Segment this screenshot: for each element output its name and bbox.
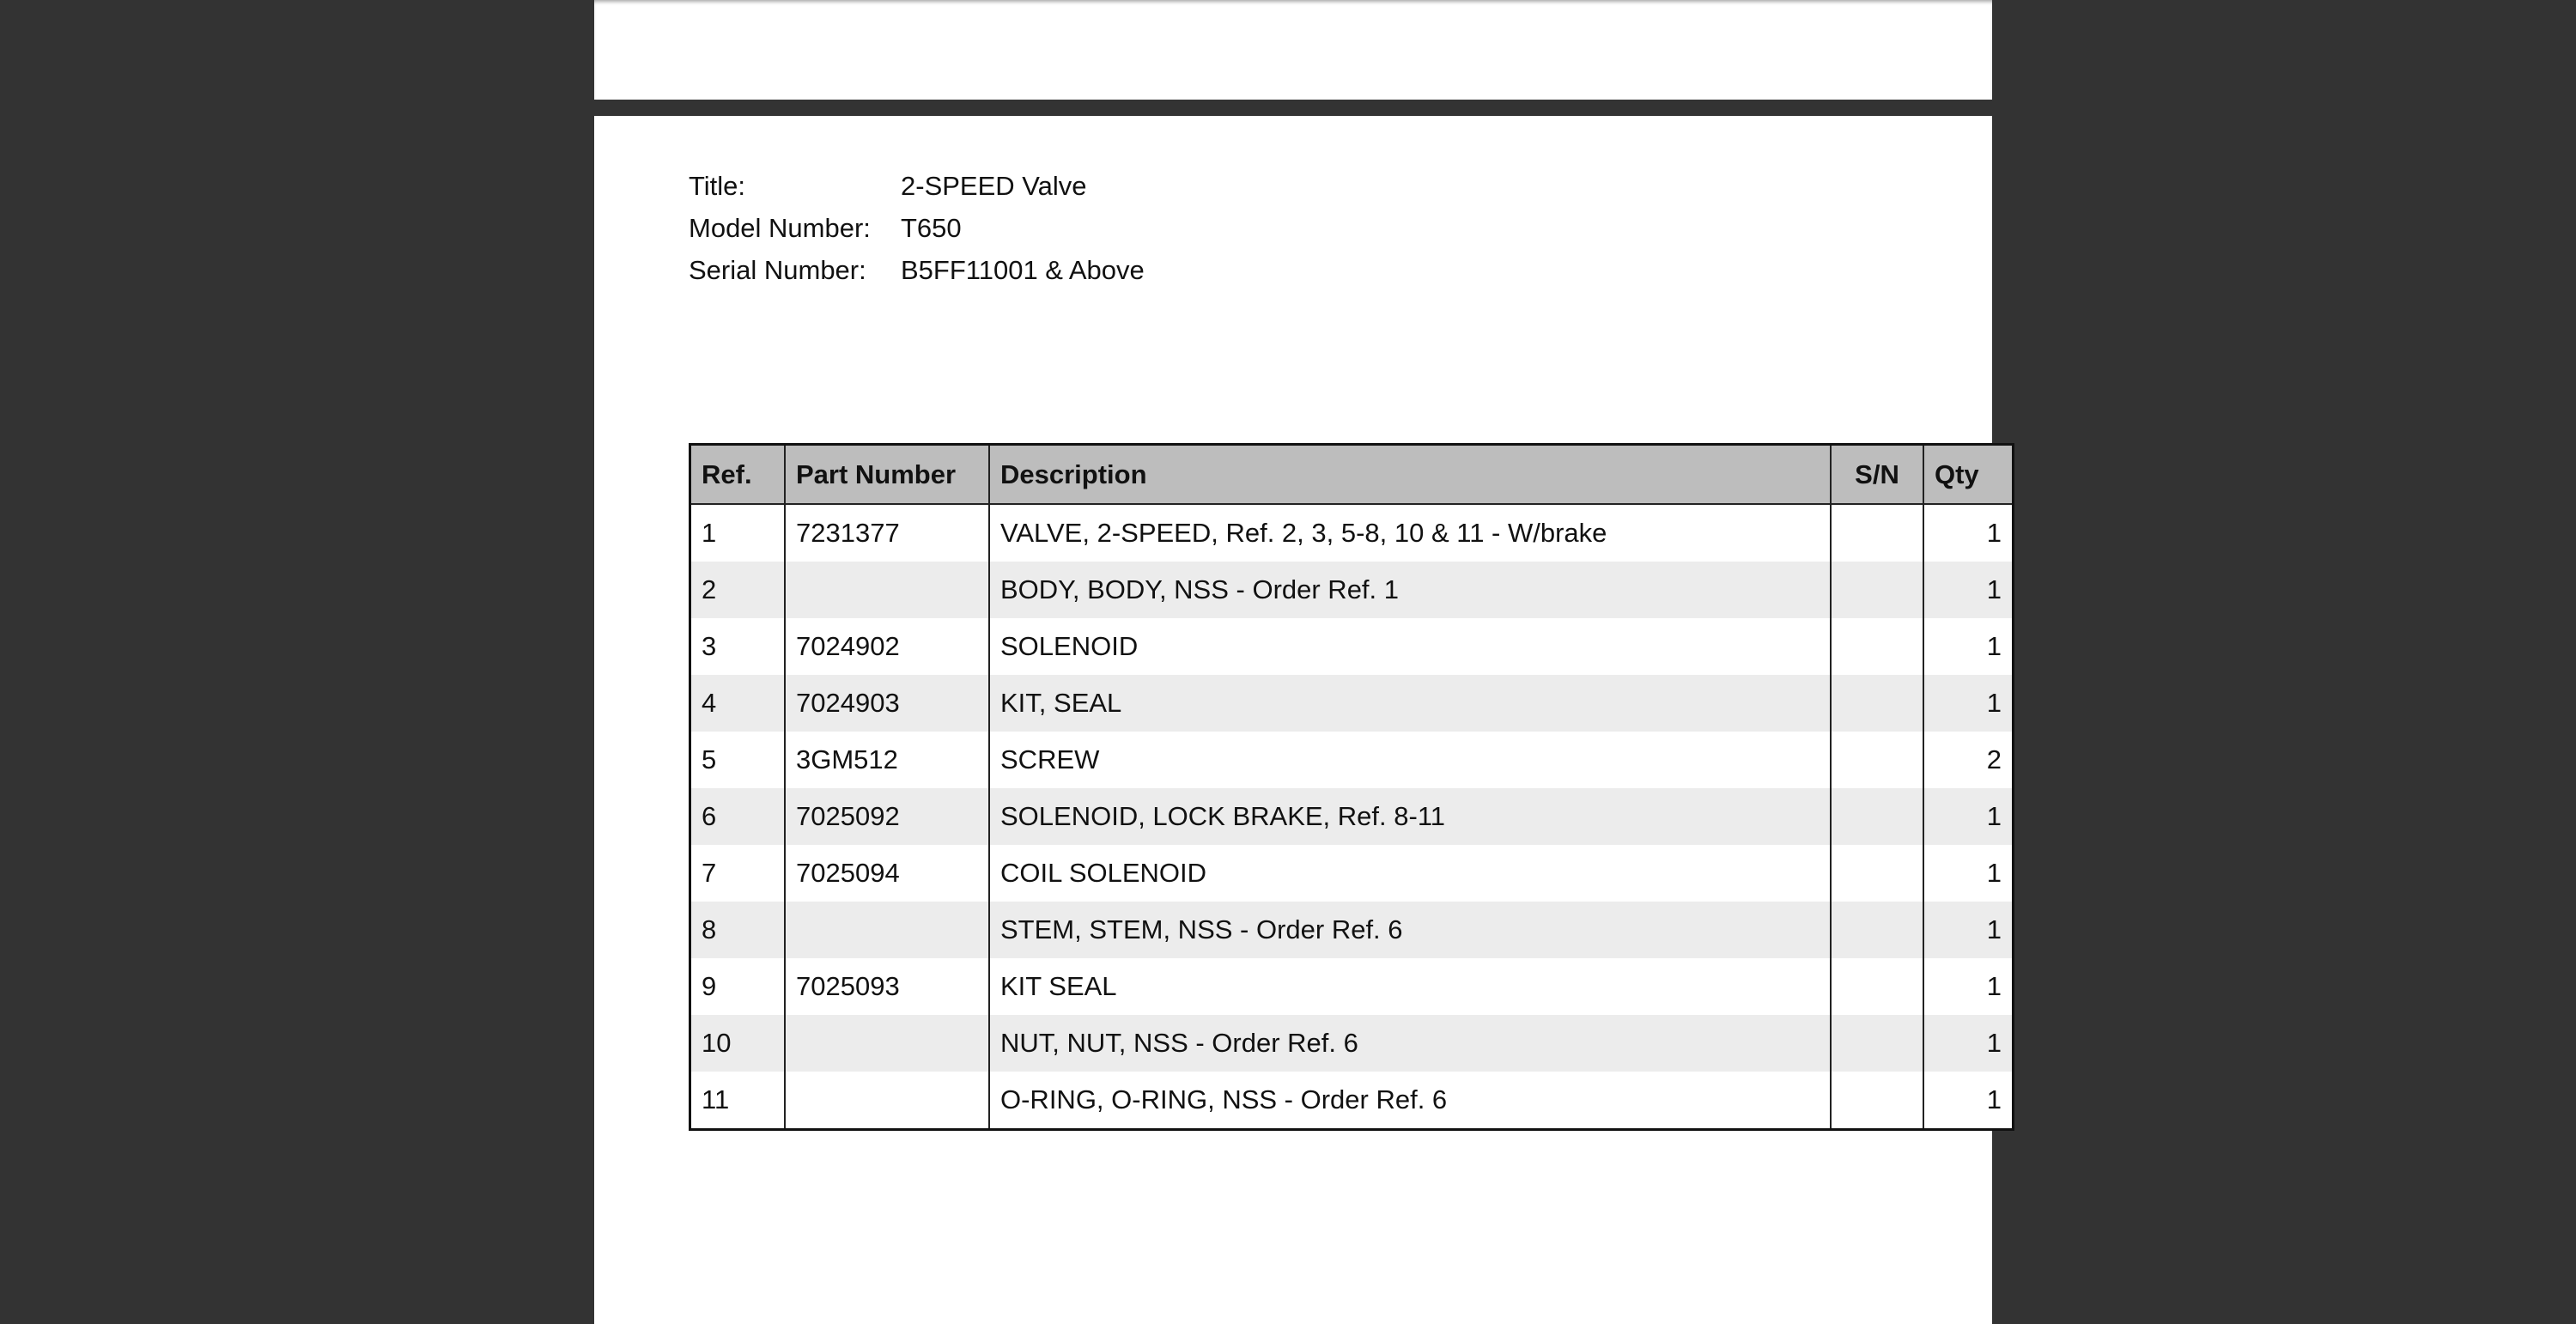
table-row (690, 902, 2014, 958)
cell-sn (1831, 1072, 1923, 1130)
cell-ref: 1 (690, 504, 786, 562)
model-number-row (689, 207, 1145, 249)
table-row (690, 732, 2014, 788)
cell-qty: 1 (1923, 902, 2014, 958)
serial-number-row (689, 249, 1145, 291)
document-metadata (689, 165, 1145, 291)
cell-sn (1831, 1015, 1923, 1072)
header-qty: Qty (1923, 445, 2014, 505)
cell-qty: 1 (1923, 618, 2014, 675)
cell-qty: 1 (1923, 1072, 2014, 1130)
cell-part-number: 7024903 (785, 675, 989, 732)
previous-page (594, 0, 1992, 100)
cell-sn (1831, 788, 1923, 845)
cell-description: KIT, SEAL (989, 675, 1831, 732)
cell-part-number: 7025092 (785, 788, 989, 845)
cell-ref: 11 (690, 1072, 786, 1130)
cell-qty: 1 (1923, 675, 2014, 732)
cell-sn (1831, 675, 1923, 732)
cell-part-number (785, 1015, 989, 1072)
cell-description: VALVE, 2-SPEED, Ref. 2, 3, 5-8, 10 & 11 - W/brake (989, 504, 1831, 562)
cell-ref: 2 (690, 562, 786, 618)
title-value: 2-SPEED Valve (901, 171, 1087, 201)
cell-qty: 1 (1923, 1015, 2014, 1072)
cell-sn (1831, 732, 1923, 788)
cell-part-number (785, 562, 989, 618)
cell-qty: 1 (1923, 845, 2014, 902)
cell-qty: 2 (1923, 732, 2014, 788)
cell-ref: 4 (690, 675, 786, 732)
cell-description: COIL SOLENOID (989, 845, 1831, 902)
table-row (690, 958, 2014, 1015)
cell-part-number (785, 902, 989, 958)
table-row (690, 845, 2014, 902)
cell-ref: 9 (690, 958, 786, 1015)
cell-description: KIT SEAL (989, 958, 1831, 1015)
cell-part-number (785, 1072, 989, 1130)
table-row (690, 562, 2014, 618)
serial-number-label: Serial Number: (689, 255, 866, 285)
cell-ref: 6 (690, 788, 786, 845)
serial-number-value: B5FF11001 & Above (901, 255, 1145, 285)
cell-description: SOLENOID, LOCK BRAKE, Ref. 8-11 (989, 788, 1831, 845)
table-row (690, 1015, 2014, 1072)
title-row (689, 165, 1145, 207)
cell-description: SCREW (989, 732, 1831, 788)
cell-ref: 7 (690, 845, 786, 902)
model-number-label: Model Number: (689, 213, 871, 243)
cell-part-number: 7025093 (785, 958, 989, 1015)
cell-sn (1831, 562, 1923, 618)
cell-ref: 10 (690, 1015, 786, 1072)
cell-description: O-RING, O-RING, NSS - Order Ref. 6 (989, 1072, 1831, 1130)
cell-sn (1831, 504, 1923, 562)
cell-description: BODY, BODY, NSS - Order Ref. 1 (989, 562, 1831, 618)
header-description: Description (989, 445, 1831, 505)
table-row (690, 618, 2014, 675)
cell-ref: 8 (690, 902, 786, 958)
cell-sn (1831, 845, 1923, 902)
table-row (690, 504, 2014, 562)
cell-description: SOLENOID (989, 618, 1831, 675)
cell-qty: 1 (1923, 788, 2014, 845)
cell-description: NUT, NUT, NSS - Order Ref. 6 (989, 1015, 1831, 1072)
cell-ref: 3 (690, 618, 786, 675)
cell-sn (1831, 618, 1923, 675)
cell-part-number: 7024902 (785, 618, 989, 675)
title-label: Title: (689, 171, 746, 201)
table-header-row (690, 445, 2014, 505)
table-row (690, 675, 2014, 732)
cell-sn (1831, 958, 1923, 1015)
header-ref: Ref. (690, 445, 786, 505)
header-part-number: Part Number (785, 445, 989, 505)
cell-part-number: 3GM512 (785, 732, 989, 788)
cell-part-number: 7025094 (785, 845, 989, 902)
header-sn: S/N (1831, 445, 1923, 505)
model-number-value: T650 (901, 213, 962, 243)
parts-table (689, 443, 2014, 1131)
cell-ref: 5 (690, 732, 786, 788)
cell-sn (1831, 902, 1923, 958)
document-page (594, 116, 2002, 1324)
cell-qty: 1 (1923, 562, 2014, 618)
cell-qty: 1 (1923, 504, 2014, 562)
table-row (690, 788, 2014, 845)
table-row (690, 1072, 2014, 1130)
cell-qty: 1 (1923, 958, 2014, 1015)
cell-part-number: 7231377 (785, 504, 989, 562)
cell-description: STEM, STEM, NSS - Order Ref. 6 (989, 902, 1831, 958)
